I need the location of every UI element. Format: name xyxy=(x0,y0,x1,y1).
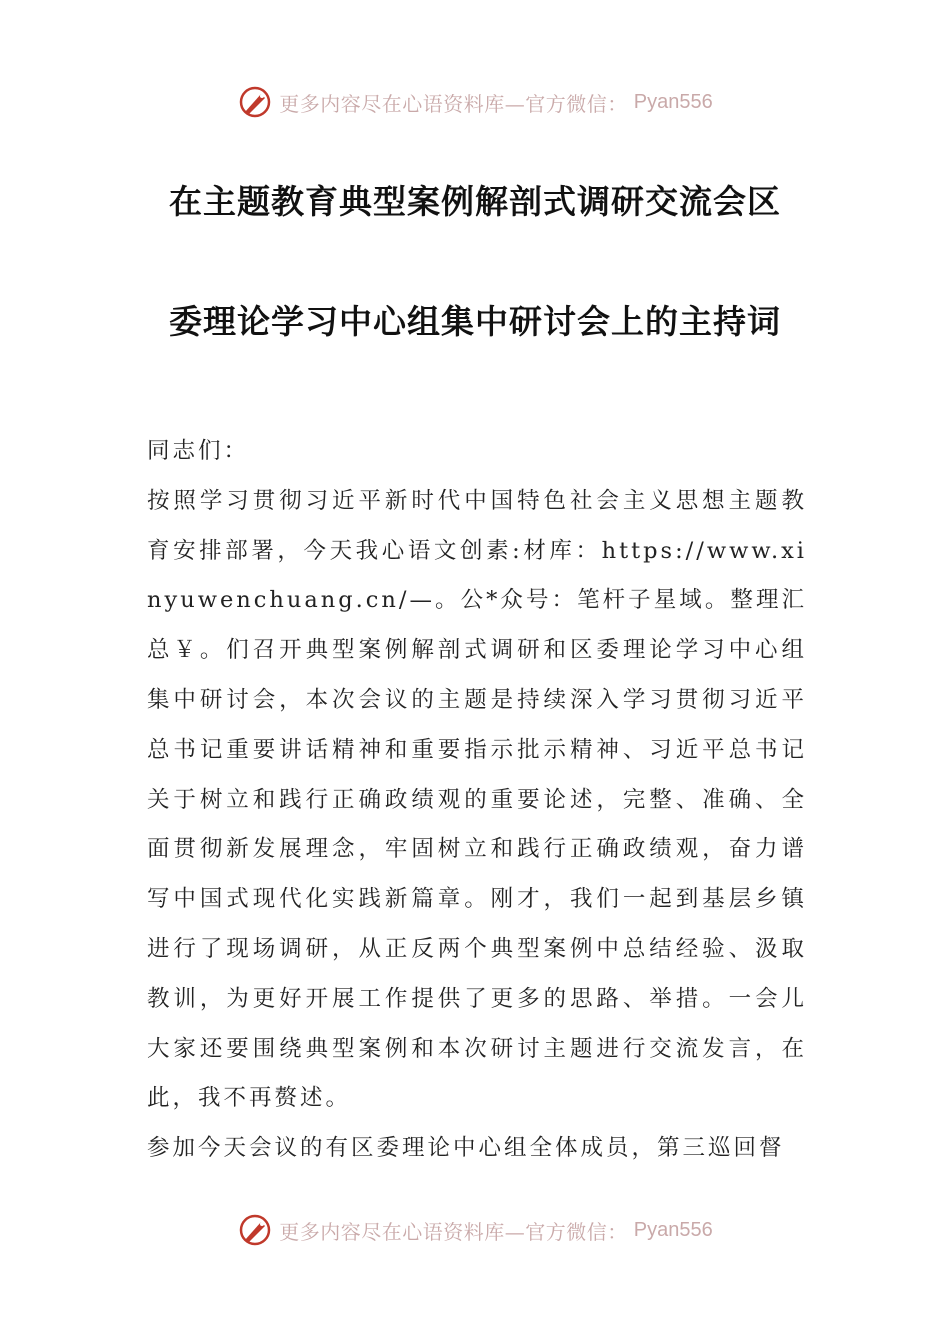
watermark-banner-bottom xyxy=(0,1210,950,1250)
watermark-slogan: 更多内容尽在心语资料库—官方微信： xyxy=(279,91,628,116)
document-body xyxy=(147,427,807,1174)
watermark-banner-top xyxy=(0,82,950,122)
document-title-line-1: 在主题教育典型案例解剖式调研交流会区 xyxy=(169,182,781,221)
watermark-handle: Pyan556 xyxy=(633,1218,713,1241)
pen-nib-logo-icon xyxy=(237,1212,273,1248)
paragraph-1: 按照学习贯彻习近平新时代中国特色社会主义思想主题教育安排部署，今天我心语文创素:材库：https://www.xinyuwenchuang.cn/—。公*众号：笔杆子星域。整理汇总￥。们召开典型案例解剖式调研和区委理论学习中心组集中研讨会，本次会议的主题是持续深入学习贯彻习近平总书记重要讲话精神和重要指示批示精神、习近平总书记关于树立和践行正确政绩观的重要论述，完整、准确、全面贯彻新发展理念，牢固树立和践行正确政绩观，奋力谱写中国式现代化实践新篇章。刚才，我们一起到基层乡镇进行了现场调研，从正反两个典型案例中总结经验、汲取教训，为更好开展工作提供了更多的思路、举措。一会儿大家还要围绕典型案例和本次研讨主题进行交流发言，在此，我不再赘述。 xyxy=(147,487,807,1112)
pen-nib-logo-icon xyxy=(237,84,273,120)
document-title-line-2: 委理论学习中心组集中研讨会上的主持词 xyxy=(169,302,781,341)
paragraph-2: 参加今天会议的有区委理论中心组全体成员，第三巡回督 xyxy=(147,1135,785,1162)
watermark-handle: Pyan556 xyxy=(633,90,713,113)
salutation: 同志们： xyxy=(147,438,250,464)
watermark-slogan: 更多内容尽在心语资料库—官方微信： xyxy=(279,1219,628,1244)
